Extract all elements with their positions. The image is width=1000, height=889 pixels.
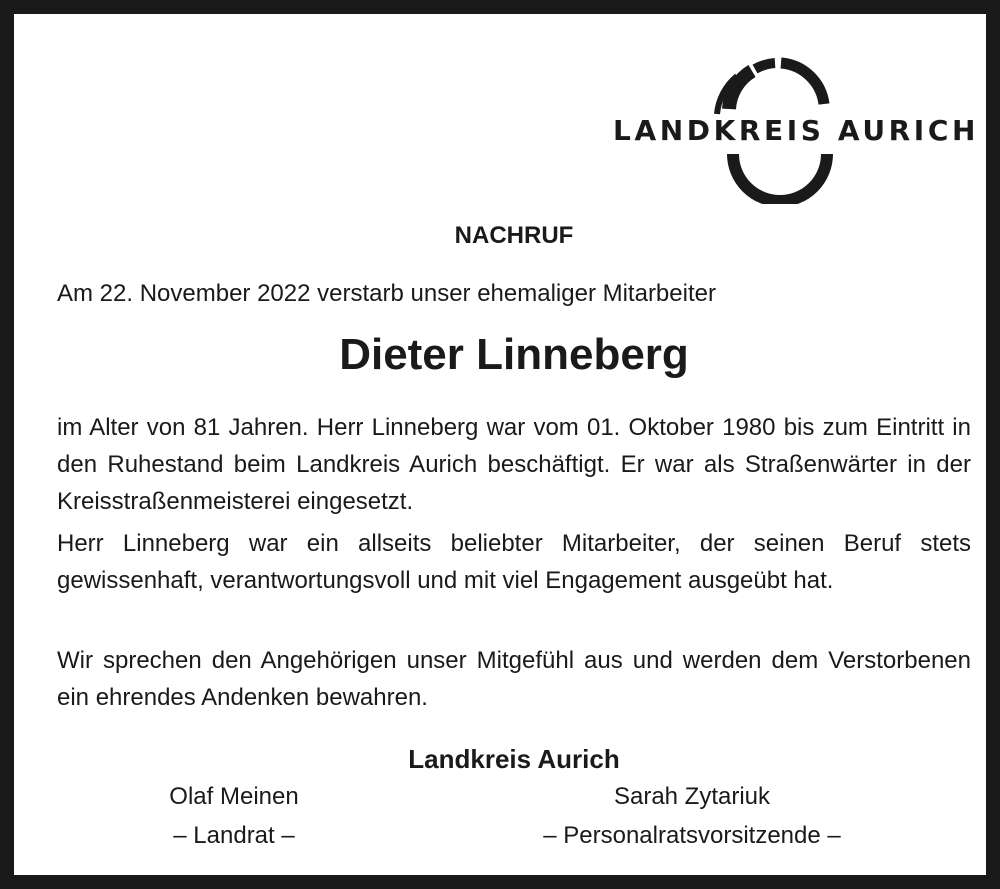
logo-arc-segment bbox=[781, 63, 824, 104]
deceased-name: Dieter Linneberg bbox=[339, 330, 689, 379]
signatory-role: – Personalratsvorsitzende – bbox=[543, 822, 841, 849]
notice-heading: NACHRUF bbox=[454, 222, 574, 249]
signatory-name: Olaf Meinen bbox=[169, 783, 299, 810]
signatory-name: Sarah Zytariuk bbox=[613, 783, 771, 810]
logo-arc-segment bbox=[733, 154, 827, 201]
signatory-role: – Landrat – bbox=[173, 822, 295, 849]
paragraph: Wir sprechen den Angehörigen unser Mitgefühl aus und werden dem Verstorbenen ein ehrendes Andenken bewahren. bbox=[57, 647, 971, 711]
organization-name: Landkreis Aurich bbox=[408, 744, 620, 774]
landkreis-aurich-logo bbox=[609, 54, 980, 204]
logo-arc-segment bbox=[755, 63, 775, 69]
paragraph: im Alter von 81 Jahren. Herr Linneberg war vom 01. Oktober 1980 bis zum Eintritt in den Ruhestand beim Landkreis Aurich beschäftigt. Er war als Straßenwärter in der Kreisstraßenmeisterei eingesetzt. bbox=[57, 414, 971, 515]
logo-text: LANDKREIS AURICH bbox=[613, 114, 980, 147]
paragraph: Herr Linneberg war ein allseits beliebter Mitarbeiter, der seinen Beruf stets gewissenhaft, verantwortungsvoll und mit viel Engagement ausgeübt hat. bbox=[57, 530, 971, 594]
intro-line: Am 22. November 2022 verstarb unser ehemaliger Mitarbeiter bbox=[57, 280, 716, 307]
